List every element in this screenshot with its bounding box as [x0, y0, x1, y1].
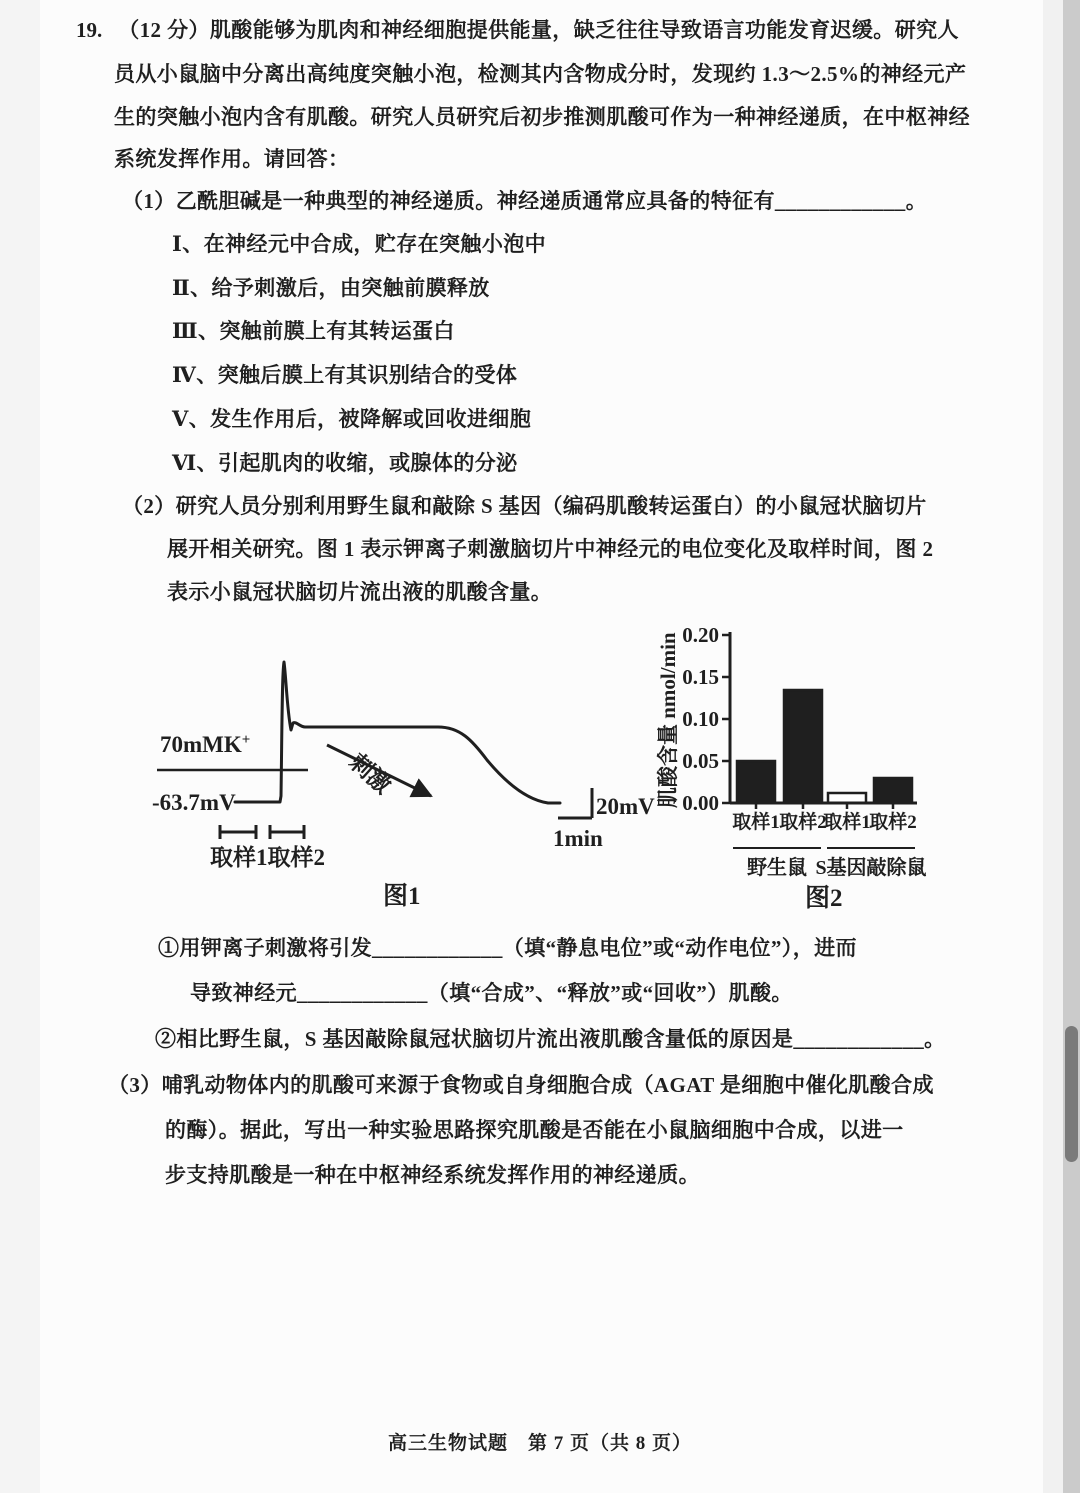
svg-text:取样2: 取样2 — [869, 812, 917, 833]
sub1-line-1: ①用钾离子刺激将引发____________（填“静息电位”或“动作电位”），进而 — [158, 936, 857, 960]
bar-S基因敲除鼠-取样2 — [874, 778, 912, 803]
question-number: 19. — [76, 18, 103, 42]
voltage-scale-label: 20mV — [596, 794, 655, 819]
part1-item-5: Ⅴ、发生作用后，被降解或回收进细胞 — [172, 407, 532, 431]
sub2-line: ②相比野生鼠，S 基因敲除鼠冠状脑切片流出液肌酸含量低的原因是____________。 — [155, 1027, 946, 1051]
time-scale-label: 1min — [553, 826, 603, 851]
sub1-line-2: 导致神经元____________（填“合成”、“释放”或“回收”）肌酸。 — [190, 981, 793, 1005]
question-19-line-3: 生的突触小泡内含有肌酸。研究人员研究后初步推测肌酸可作为一种神经递质，在中枢神经 — [114, 105, 970, 129]
svg-text:0.10: 0.10 — [682, 707, 719, 731]
page-right-margin — [1043, 0, 1063, 1493]
question-intro-text-1: （12 分）肌酸能够为肌肉和神经细胞提供能量，缺乏往往导致语言功能发育迟缓。研究人 — [118, 18, 959, 42]
svg-text:0.15: 0.15 — [682, 665, 719, 689]
part3-line-2: 的酶）。据此，写出一种实验思路探究肌酸是否能在小鼠脑细胞中合成，以进一 — [165, 1118, 904, 1142]
figure2-caption: 图2 — [805, 885, 843, 912]
svg-text:取样1: 取样1 — [732, 812, 780, 833]
part1-item-2: Ⅱ、给予刺激后，由突触前膜释放 — [172, 276, 490, 300]
part1-item-1: Ⅰ、在神经元中合成，贮存在突触小泡中 — [172, 232, 547, 256]
x-tick-labels — [732, 810, 917, 833]
svg-text:0.00: 0.00 — [682, 791, 719, 815]
figure1-caption: 图1 — [383, 883, 421, 910]
question-19-line-2: 员从小鼠脑中分离出高纯度突触小泡，检测其内含物成分时，发现约 1.3～2.5%的神经元产 — [114, 62, 967, 86]
group1-label: 野生鼠 — [747, 857, 807, 879]
part1-item-4: Ⅳ、突触后膜上有其识别结合的受体 — [172, 363, 518, 387]
part2-line-3: 表示小鼠冠状脑切片流出液的肌酸含量。 — [167, 580, 553, 604]
part2-line-2: 展开相关研究。图 1 表示钾离子刺激脑切片中神经元的电位变化及取样时间，图 2 — [167, 537, 934, 561]
resting-potential-label: -63.7mV — [152, 790, 236, 815]
y-tick-labels — [682, 623, 719, 815]
question-19-line-4: 系统发挥作用。请回答： — [114, 147, 350, 171]
group2-label: S基因敲除鼠 — [815, 857, 927, 879]
question-19-line-1 — [76, 15, 959, 45]
page-left-margin — [0, 0, 40, 1493]
figure1-line-chart — [140, 612, 680, 924]
figure2-bars — [737, 690, 912, 803]
bar-野生鼠-取样1 — [737, 761, 775, 803]
part2-line-1: （2）研究人员分别利用野生鼠和敲除 S 基因（编码肌酸转运蛋白）的小鼠冠状脑切片 — [122, 494, 927, 518]
figure1-k-label: 70mMK+ — [160, 732, 251, 757]
stimulus-label: 刺激 — [344, 749, 396, 799]
part1-item-6: Ⅵ、引起肌肉的收缩，或腺体的分泌 — [172, 451, 518, 475]
svg-text:取样2: 取样2 — [779, 812, 827, 833]
part3-line-3: 步支持肌酸是一种在中枢神经系统发挥作用的神经递质。 — [165, 1163, 700, 1187]
sampling-labels: 取样1取样2 — [210, 845, 325, 870]
page-footer: 高三生物试题 第 7 页（共 8 页） — [387, 1433, 692, 1454]
scrollbar-track[interactable] — [1063, 0, 1080, 1493]
svg-text:0.20: 0.20 — [682, 623, 719, 647]
figure2-bar-chart — [645, 612, 975, 924]
potential-trace — [235, 662, 560, 803]
part1-lead: （1）乙酰胆碱是一种典型的神经递质。神经递质通常应具备的特征有____________。 — [122, 189, 928, 213]
part1-item-3: Ⅲ、突触前膜上有其转运蛋白 — [172, 319, 455, 343]
scrollbar-thumb[interactable] — [1065, 1026, 1078, 1162]
bar-野生鼠-取样2 — [784, 690, 822, 803]
part3-line-1: （3）哺乳动物体内的肌酸可来源于食物或自身细胞合成（AGAT 是细胞中催化肌酸合成 — [108, 1073, 934, 1097]
sampling-brackets — [220, 825, 304, 839]
svg-text:0.05: 0.05 — [682, 749, 719, 773]
svg-text:取样1: 取样1 — [823, 812, 871, 833]
y-axis-label: 肌酸含量 nmol/min — [656, 632, 680, 808]
